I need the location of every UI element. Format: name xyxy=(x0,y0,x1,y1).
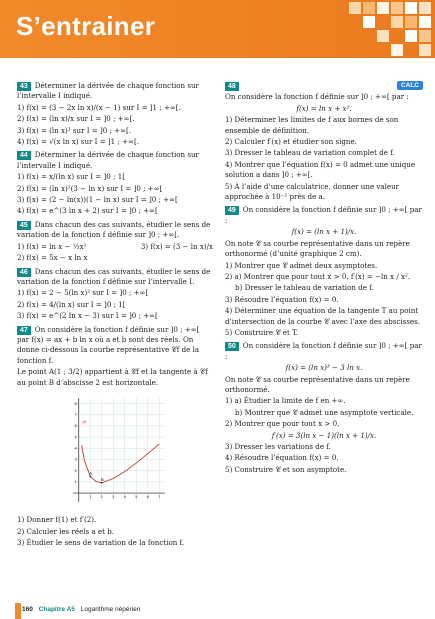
question: 2) Calculer f′(x) et étudier son signe. xyxy=(225,137,357,147)
question: 2) Montrer que pour tout x > 0, xyxy=(225,419,340,429)
exercise-intro: On considère la fonction f définie sur ]0 ; +∞[ par f(x) = ax + b ln x où a et b sont des réels. On donne ci-dessous la courbe représentative 𝒞f de la fonction f. xyxy=(17,324,200,365)
decor-square xyxy=(363,2,375,14)
question: 1) f(x) = (3 − 2x ln x)/(x − 1) sur I = ]1 ; +∞[. xyxy=(17,102,181,112)
question: 1) f(x) = ln x − ½x² xyxy=(17,241,87,251)
formula: f(x) = (ln x)³ − 3 ln x. xyxy=(285,363,363,373)
decor-square xyxy=(377,30,389,42)
header-banner xyxy=(0,0,435,58)
x-tick-label: 4 xyxy=(123,495,126,500)
question: 4) Montrer que l’équation f(x) = 0 admet une unique solution a dans ]0 ; +∞[. xyxy=(225,159,416,180)
decor-square xyxy=(363,16,375,28)
exercise-number: 44 xyxy=(17,151,31,160)
exercise-number: 45 xyxy=(17,221,31,230)
question: 2) f(x) = (ln x)²(3 − ln x) sur I = ]0 ; +∞[ xyxy=(17,183,163,193)
decor-square xyxy=(419,2,431,14)
y-tick-label: 4 xyxy=(74,446,77,451)
exercise-intro: Dans chacun des cas suivants, étudier le sens de variation de la fonction f définie sur ]0 ; +∞[. xyxy=(17,219,211,240)
exercise-intro: On considère la fonction f définie sur ]0 ; +∞[ par : xyxy=(225,205,422,225)
chapter-label: Chapitre A5 xyxy=(38,606,75,613)
exercise-50 xyxy=(225,341,423,475)
formula: f(x) = (ln x + 1)/x. xyxy=(291,227,357,237)
exercise-47 xyxy=(17,325,213,549)
page-footer xyxy=(0,597,435,619)
exercise-intro: On considère la fonction f définie sur ]0 ; +∞[ par : xyxy=(225,341,422,361)
decor-square xyxy=(419,44,431,56)
question: 4) f(x) = √(x ln x) sur I = ]1 ; +∞[. xyxy=(17,137,139,147)
calc-badge: CALC xyxy=(397,81,423,90)
question: b) Dresser le tableau de variation de f. xyxy=(235,283,374,293)
exercise-intro: Déterminer la dérivée de chaque fonction sur l’intervalle I indiqué. xyxy=(17,81,199,101)
question: 1) f(x) = x/(ln x) sur I = ]0 ; 1[ xyxy=(17,172,125,182)
question: 2) f(x) = (ln x)/x sur I = ]0 ; +∞[. xyxy=(17,114,135,124)
footer-tab xyxy=(15,603,21,619)
exercise-44 xyxy=(17,150,213,216)
chapter-title: Logarithme népérien xyxy=(80,606,141,613)
exercise-45 xyxy=(17,220,213,264)
exercise-46 xyxy=(17,267,213,322)
exercise-intro: Dans chacun des cas suivants, étudier le sens de variation de la fonction f définie sur l’intervalle I. xyxy=(17,266,211,286)
question: 2) Calculer les réels a et b. xyxy=(17,526,115,536)
y-tick-label: 8 xyxy=(74,401,77,406)
decor-square xyxy=(405,2,417,14)
decor-square xyxy=(419,30,431,42)
exercise-48 xyxy=(225,81,423,202)
x-tick-label: 6 xyxy=(146,495,149,500)
exercise-number: 50 xyxy=(225,342,239,351)
question: 4) f(x) = e^(3 ln x + 2) sur I = ]0 ; +∞[ xyxy=(17,206,158,216)
question: 1) Montrer que 𝒞 admet deux asymptotes. xyxy=(225,260,378,270)
question: 1) a) Étudier la limite de f en +∞. xyxy=(225,396,346,406)
exercise-statement: Le point A(1 ; 3/2) appartient à 𝒞f et la tangente à 𝒞f au point B d’abscisse 2 est horizontale. xyxy=(17,367,208,387)
decor-square xyxy=(419,16,431,28)
question: 1) Donner f(1) et f′(2). xyxy=(17,515,97,525)
y-tick-label: 6 xyxy=(74,424,77,429)
x-tick-label: 1 xyxy=(89,495,92,500)
exercise-43 xyxy=(17,81,213,147)
exercise-49 xyxy=(225,205,423,338)
exercise-note: On note 𝒞 sa courbe représentative dans un repère orthonormé (d’unité graphique 2 cm). xyxy=(225,238,410,259)
exercise-intro: On considère la fonction f définie sur ]0 ; +∞[ par : xyxy=(225,92,409,102)
y-tick-label: 1 xyxy=(74,480,77,485)
question: 3) Étudier le sens de variation de la fonction f. xyxy=(17,538,185,548)
question: 3) Dresser le tableau de variation complet de f. xyxy=(225,148,395,158)
decor-square xyxy=(377,2,389,14)
question: 2) f(x) = 4/(ln x) sur I = ]0 ; 1[ xyxy=(17,299,126,309)
decor-square xyxy=(349,2,361,14)
point-b xyxy=(101,482,103,484)
x-tick-label: 2 xyxy=(100,495,103,500)
x-tick-label: 5 xyxy=(135,495,138,500)
question: 2) a) Montrer que pour tout x > 0, f′(x) = −ln x / x². xyxy=(225,271,411,281)
question: 3) f(x) = (3 − ln x)/x xyxy=(140,241,213,251)
question: 4) Résoudre l’équation f(x) = 0. xyxy=(225,453,339,463)
point-a-label: A xyxy=(89,470,93,476)
curve-label: 𝒞f xyxy=(81,419,87,425)
left-column xyxy=(17,81,213,550)
decor-square xyxy=(391,2,403,14)
question: 2) f(x) = 5x − x ln x xyxy=(17,253,88,263)
question: b) Montrer que 𝒞 admet une asymptote verticale. xyxy=(235,407,414,417)
exercise-number: 43 xyxy=(17,82,31,91)
exercise-intro: Déterminer la dérivée de chaque fonction sur l’intervalle I indiqué. xyxy=(17,150,199,170)
question: 3) f(x) = (2 − ln(x))(1 − ln x) sur I = ]0 ; +∞[ xyxy=(17,195,178,205)
y-tick-label: 3 xyxy=(74,457,77,462)
point-b-label: B xyxy=(100,476,104,482)
y-tick-label: 7 xyxy=(74,412,77,417)
formula: f′(x) = 3(ln x − 1)(ln x + 1)/x. xyxy=(271,430,377,440)
question: 5) À l’aide d’une calculatrice, donner une valeur approchée à 10⁻² près de a. xyxy=(225,181,400,202)
exercise-number: 46 xyxy=(17,268,31,277)
exercise-note: On note 𝒞 sa courbe représentative dans un repère orthonormé. xyxy=(225,374,410,394)
x-tick-label: 7 xyxy=(158,495,161,500)
exercise-number: 47 xyxy=(17,326,31,335)
question: 1) Déterminer les limites de f aux bornes de son ensemble de définition. xyxy=(225,115,399,135)
question: 5) Construire 𝒞 et son asymptote. xyxy=(225,464,347,474)
question: 3) Résoudre l’équation f(x) = 0. xyxy=(225,294,339,304)
y-tick-label: 5 xyxy=(74,435,77,440)
question: 3) Dresser les variations de f. xyxy=(225,442,331,451)
question: 4) Déterminer une équation de la tangente T au point d’intersection de la courbe 𝒞 avec l’axe des abscisses. xyxy=(225,306,420,326)
question: 1) f(x) = 2 − 5(ln x)² sur I = ]0 ; +∞[ xyxy=(17,288,149,298)
question: 3) f(x) = (ln x)³ sur I = ]0 ; +∞[. xyxy=(17,125,132,135)
page-number: 160 xyxy=(22,606,33,613)
function-graph xyxy=(67,392,171,508)
right-column xyxy=(225,81,423,476)
decor-square xyxy=(391,16,403,28)
decor-square xyxy=(391,44,403,56)
question: 3) f(x) = e^(2 ln x − 3) sur I = ]0 ; +∞[ xyxy=(17,311,158,321)
exercise-number: 49 xyxy=(225,206,239,215)
page-title: S’entrainer xyxy=(16,11,156,41)
y-tick-label: 2 xyxy=(74,468,77,473)
decor-square xyxy=(405,30,417,42)
question: 5) Construire 𝒞 et T. xyxy=(225,327,299,337)
point-a xyxy=(89,475,91,477)
formula: f(x) = ln x + x². xyxy=(296,103,352,113)
exercise-number: 48 xyxy=(225,82,239,91)
decor-square xyxy=(405,16,417,28)
x-tick-label: 3 xyxy=(112,495,115,500)
